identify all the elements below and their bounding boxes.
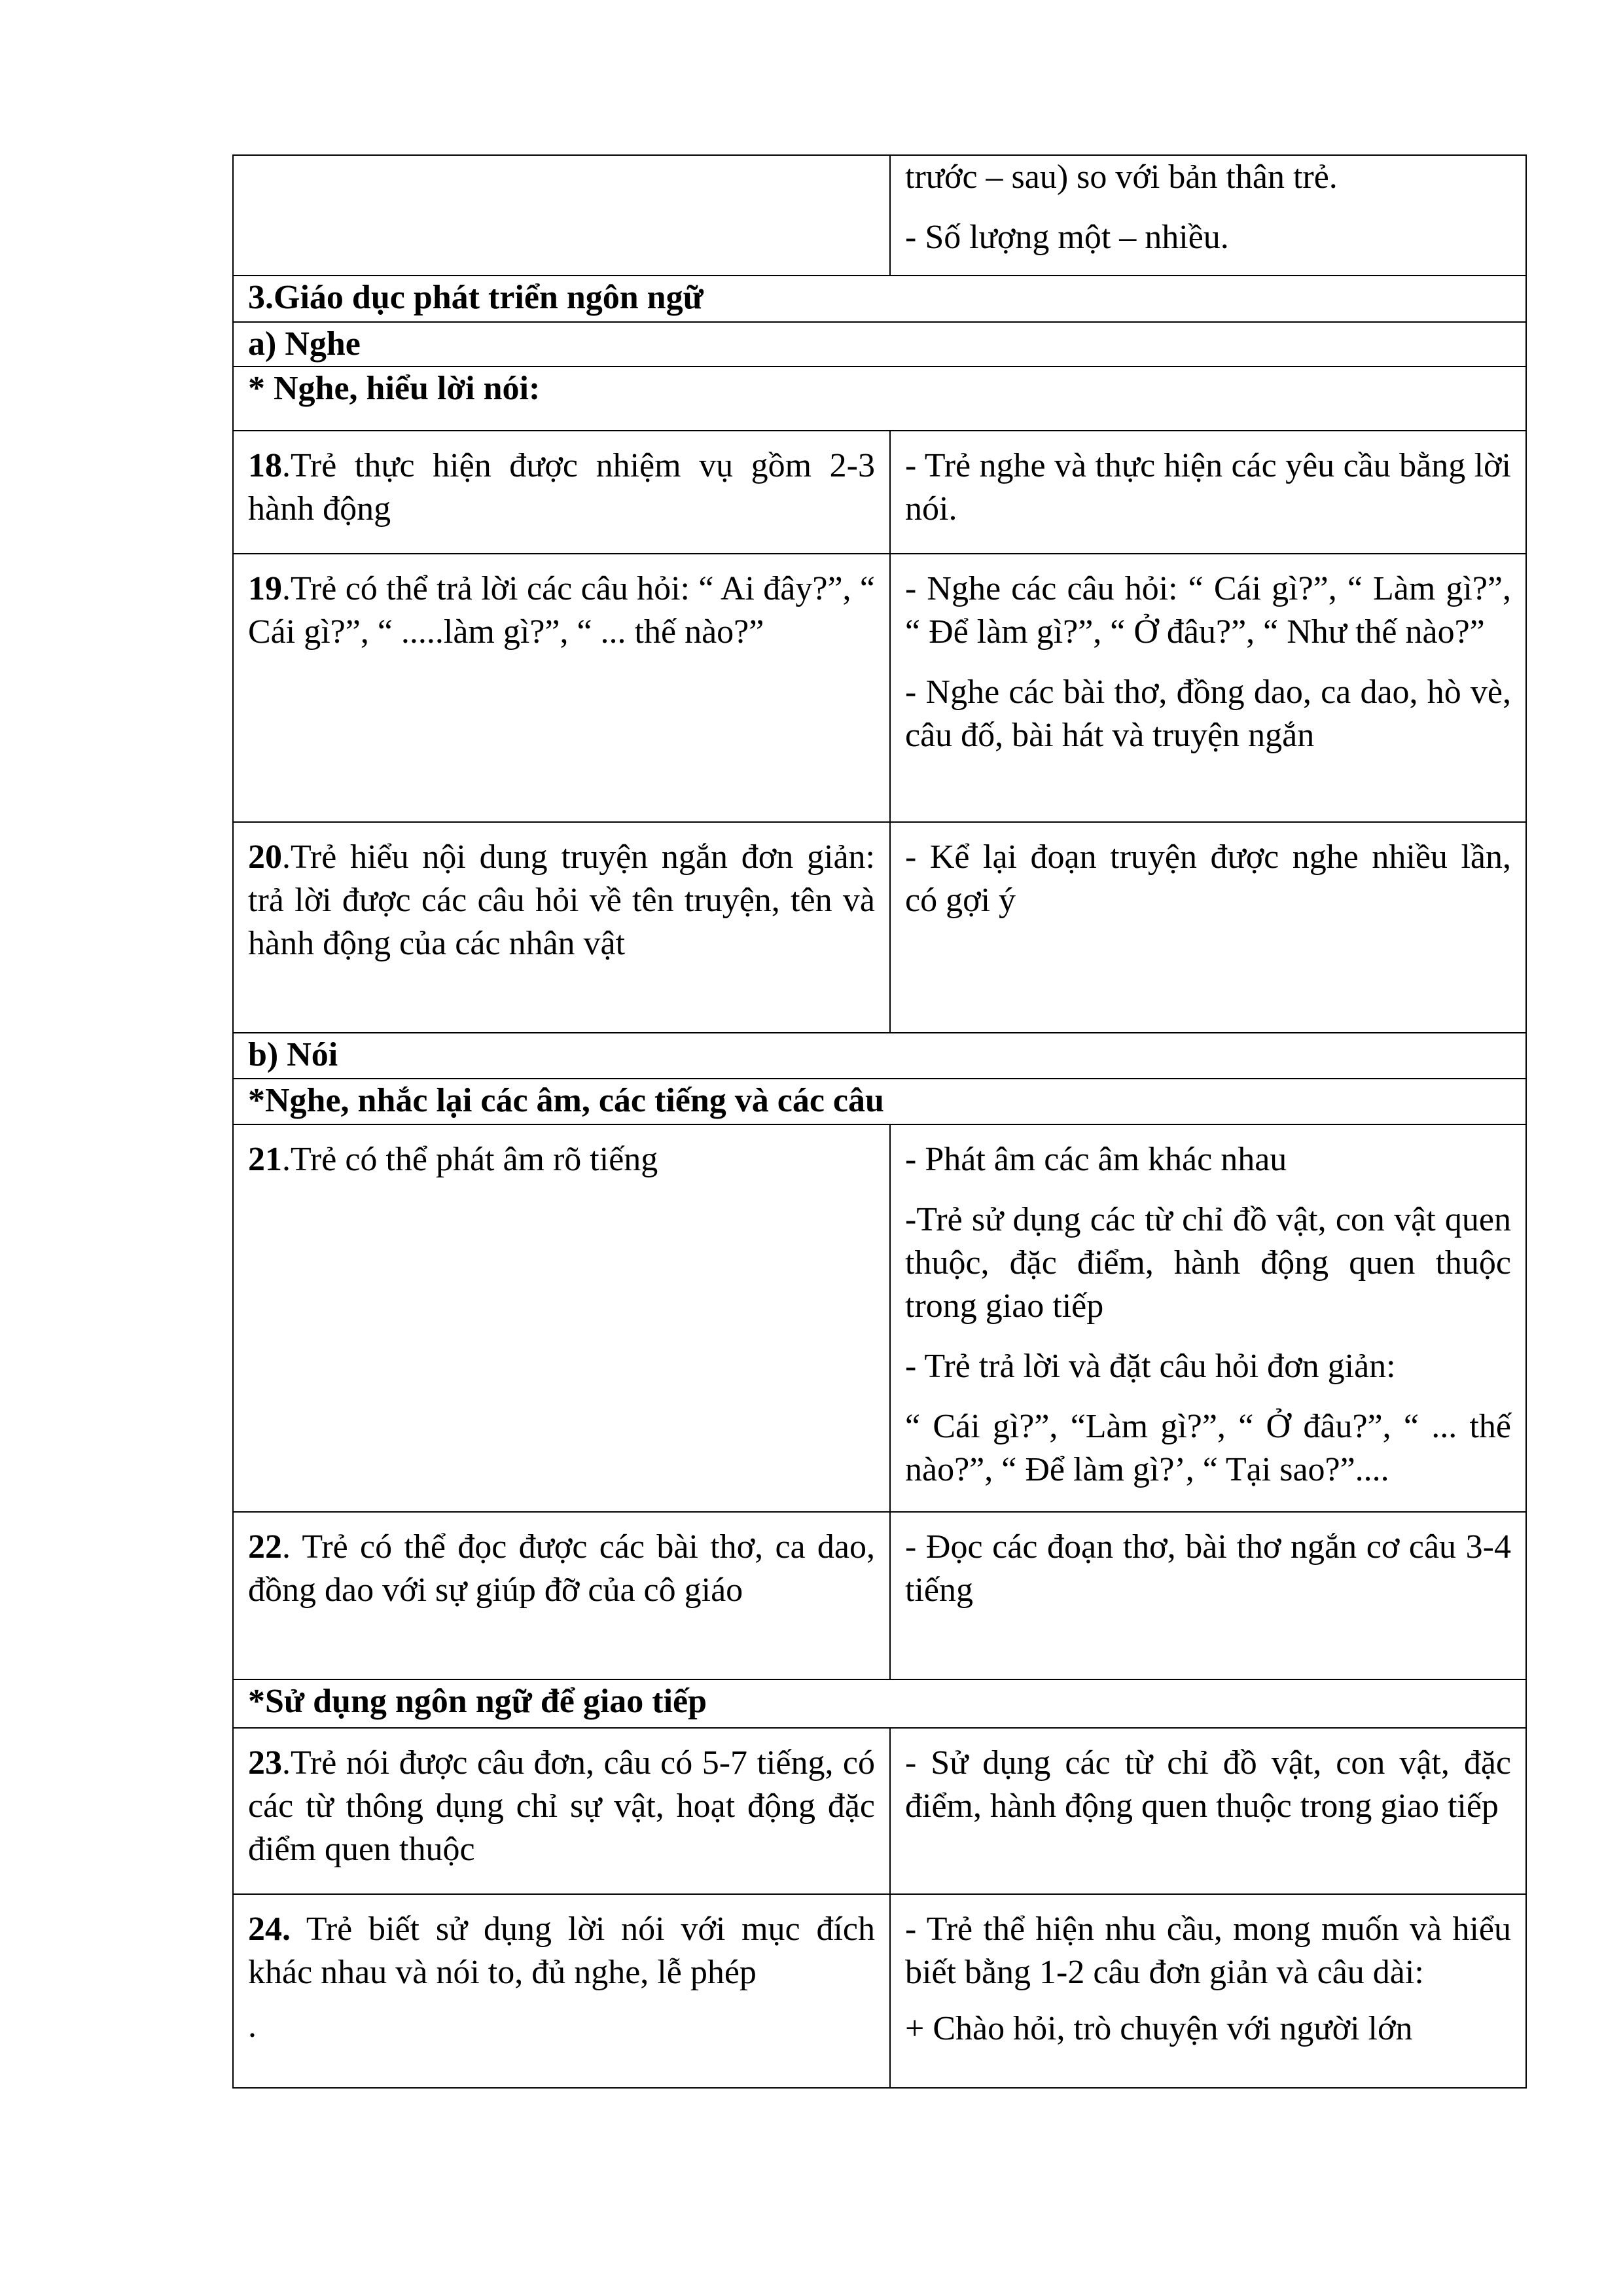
subsection-title: b) Nói: [233, 1033, 1526, 1079]
table-row: [233, 1124, 1526, 1512]
content-line: - Trẻ thể hiện nhu cầu, mong muốn và hiểu biết bằng 1-2 câu đơn giản và câu dài:: [905, 1910, 1511, 1991]
curriculum-table: [232, 154, 1527, 2089]
table-row: [233, 431, 1526, 554]
table-row: [233, 554, 1526, 822]
topic-header-row: [233, 1679, 1526, 1728]
goal-text: .: [248, 2007, 257, 2045]
goal-cell: [233, 554, 890, 822]
goal-text: .Trẻ thực hiện được nhiệm vụ gồm 2-3 hành động: [248, 447, 875, 528]
goal-number: 19: [248, 570, 282, 607]
goal-text: Trẻ biết sử dụng lời nói với mục đích khác nhau và nói to, đủ nghe, lễ phép: [248, 1910, 875, 1991]
content-line: - Trẻ nghe và thực hiện các yêu cầu bằng lời nói.: [905, 447, 1511, 528]
content-line: - Phát âm các âm khác nhau: [905, 1141, 1287, 1178]
content-line: - Nghe các câu hỏi: “ Cái gì?”, “ Làm gì?”, “ Để làm gì?”, “ Ở đâu?”, “ Như thế nào?”: [905, 570, 1511, 651]
content-line: - Đọc các đoạn thơ, bài thơ ngắn cơ câu 3-4 tiếng: [905, 1528, 1511, 1609]
topic-header-row: [233, 367, 1526, 431]
goal-cell: [233, 1512, 890, 1679]
content-cell: [890, 822, 1526, 1033]
content-line: - Nghe các bài thơ, đồng dao, ca dao, hò vè, câu đố, bài hát và truyện ngắn: [905, 673, 1511, 754]
content-line: “ Cái gì?”, “Làm gì?”, “ Ở đâu?”, “ ... thế nào?”, “ Để làm gì?’, “ Tại sao?”....: [905, 1408, 1511, 1488]
goal-number: 21: [248, 1141, 282, 1178]
content-cell: [890, 155, 1526, 276]
goal-number: 20: [248, 838, 282, 876]
subsection-title: a) Nghe: [233, 322, 1526, 367]
goal-cell: [233, 1894, 890, 2088]
goal-number: 23: [248, 1744, 282, 1782]
content-cell: [890, 1512, 1526, 1679]
goal-number: 24.: [248, 1910, 291, 1948]
topic-title: *Sử dụng ngôn ngữ để giao tiếp: [233, 1679, 1526, 1728]
goal-text: .Trẻ có thể phát âm rõ tiếng: [282, 1141, 658, 1178]
content-cell: [890, 1728, 1526, 1894]
content-line: trước – sau) so với bản thân trẻ.: [905, 158, 1338, 196]
topic-title: * Nghe, hiểu lời nói:: [233, 367, 1526, 431]
goal-cell: [233, 822, 890, 1033]
content-cell: [890, 1124, 1526, 1512]
goal-text: .Trẻ có thể trả lời các câu hỏi: “ Ai đây?”, “ Cái gì?”, “ .....làm gì?”, “ ... thế nào?”: [248, 570, 875, 651]
content-line: - Sử dụng các từ chỉ đồ vật, con vật, đặc điểm, hành động quen thuộc trong giao tiếp: [905, 1744, 1511, 1825]
goal-cell: [233, 431, 890, 554]
table-row: [233, 1894, 1526, 2088]
goal-text: . Trẻ có thể đọc được các bài thơ, ca dao, đồng dao với sự giúp đỡ của cô giáo: [248, 1528, 875, 1609]
section-title: 3.Giáo dục phát triển ngôn ngữ: [233, 276, 1526, 322]
table-row: [233, 155, 1526, 276]
goal-text: .Trẻ nói được câu đơn, câu có 5-7 tiếng, có các từ thông dụng chỉ sự vật, hoạt động đặc điểm quen thuộc: [248, 1744, 875, 1868]
table-row: [233, 822, 1526, 1033]
content-line: + Chào hỏi, trò chuyện với người lớn: [905, 2010, 1413, 2047]
goal-number: 18: [248, 447, 282, 484]
goal-cell: [233, 1124, 890, 1512]
content-line: - Trẻ trả lời và đặt câu hỏi đơn giản:: [905, 1348, 1396, 1385]
content-line: - Số lượng một – nhiều.: [905, 219, 1229, 256]
goal-cell: [233, 155, 890, 276]
goal-text: .Trẻ hiểu nội dung truyện ngắn đơn giản: trả lời được các câu hỏi về tên truyện, tên và hành động của các nhân vật: [248, 838, 875, 962]
content-line: -Trẻ sử dụng các từ chỉ đồ vật, con vật quen thuộc, đặc điểm, hành động quen thuộc trong giao tiếp: [905, 1201, 1511, 1325]
table-row: [233, 1512, 1526, 1679]
content-cell: [890, 1894, 1526, 2088]
topic-header-row: [233, 1079, 1526, 1124]
content-cell: [890, 554, 1526, 822]
goal-number: 22: [248, 1528, 282, 1566]
topic-title: *Nghe, nhắc lại các âm, các tiếng và các câu: [233, 1079, 1526, 1124]
subsection-header-row: [233, 1033, 1526, 1079]
content-cell: [890, 431, 1526, 554]
content-line: - Kể lại đoạn truyện được nghe nhiều lần, có gợi ý: [905, 838, 1511, 919]
subsection-header-row: [233, 322, 1526, 367]
section-header-row: [233, 276, 1526, 322]
table-row: [233, 1728, 1526, 1894]
goal-cell: [233, 1728, 890, 1894]
